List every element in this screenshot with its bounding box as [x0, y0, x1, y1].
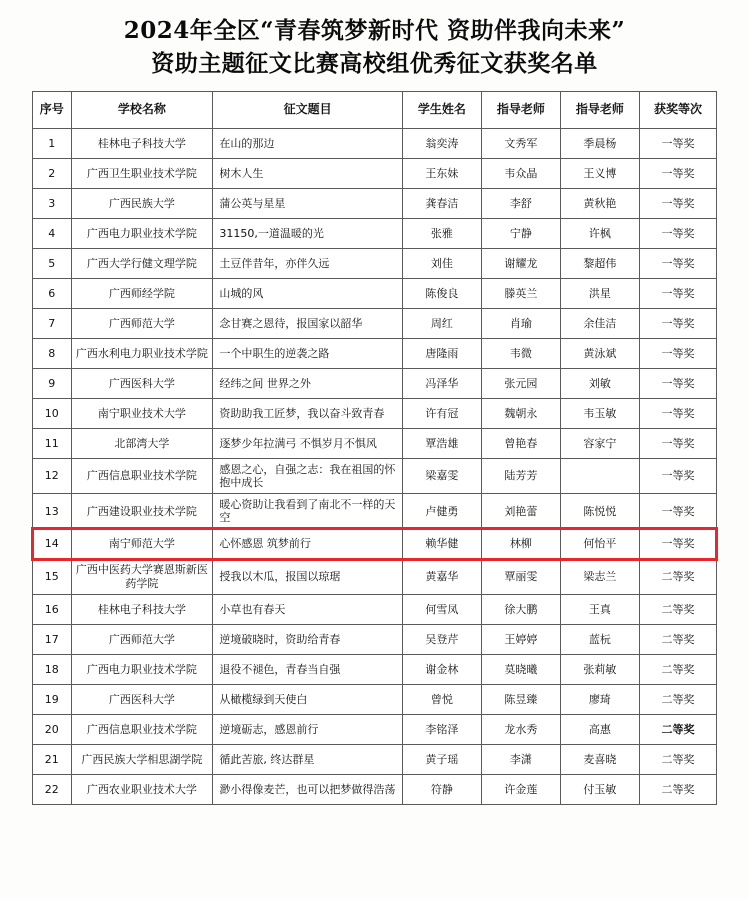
cell-award-level: 一等奖 [639, 158, 716, 188]
cell-student-name: 吴登芹 [402, 624, 481, 654]
cell-advisor-2: 王义博 [560, 158, 639, 188]
cell-essay-title: 山城的风 [213, 278, 402, 308]
cell-school: 广西电力职业技术学院 [71, 654, 213, 684]
cell-school: 桂林电子科技大学 [71, 128, 213, 158]
cell-essay-title: 逆境砺志，感恩前行 [213, 714, 402, 744]
table-row [33, 684, 717, 714]
cell-essay-title: 逆境破晓时，资助给青春 [213, 624, 402, 654]
table-row [33, 559, 717, 594]
cell-index: 17 [33, 624, 72, 654]
cell-advisor-1: 徐大鹏 [481, 594, 560, 624]
cell-student-name: 周红 [402, 308, 481, 338]
cell-award-level: 一等奖 [639, 128, 716, 158]
cell-essay-title: 心怀感恩 筑梦前行 [213, 529, 402, 559]
cell-student-name: 覃浩雄 [402, 428, 481, 458]
cell-award-level: 二等奖 [639, 744, 716, 774]
table-row [33, 248, 717, 278]
cell-school: 南宁职业技术大学 [71, 398, 213, 428]
cell-essay-title: 退役不褪色，青春当自强 [213, 654, 402, 684]
cell-advisor-1: 王婷婷 [481, 624, 560, 654]
table-row [33, 398, 717, 428]
cell-student-name: 梁嘉雯 [402, 458, 481, 493]
cell-index: 4 [33, 218, 72, 248]
cell-advisor-2: 余佳洁 [560, 308, 639, 338]
cell-school: 北部湾大学 [71, 428, 213, 458]
table-row [33, 714, 717, 744]
header-school: 学校名称 [71, 91, 213, 128]
title-line-2: 资助主题征文比赛高校组优秀征文获奖名单 [151, 50, 598, 78]
table-row [33, 654, 717, 684]
cell-advisor-1: 许金莲 [481, 774, 560, 804]
cell-award-level: 一等奖 [639, 278, 716, 308]
cell-student-name: 赖华健 [402, 529, 481, 559]
cell-advisor-2: 季晨杨 [560, 128, 639, 158]
cell-advisor-2: 韦玉敏 [560, 398, 639, 428]
cell-essay-title: 感恩之心，自强之志：我在祖国的怀抱中成长 [213, 458, 402, 493]
header-student-name: 学生姓名 [402, 91, 481, 128]
cell-advisor-1: 李潇 [481, 744, 560, 774]
cell-index: 9 [33, 368, 72, 398]
table-row [33, 158, 717, 188]
cell-school: 广西卫生职业技术学院 [71, 158, 213, 188]
cell-school: 广西中医药大学赛恩斯新医药学院 [71, 559, 213, 594]
table-row [33, 494, 717, 529]
cell-school: 广西师经学院 [71, 278, 213, 308]
table-row [33, 744, 717, 774]
cell-student-name: 王东妹 [402, 158, 481, 188]
table-header [33, 91, 717, 128]
cell-student-name: 黄嘉华 [402, 559, 481, 594]
cell-advisor-2: 何怡平 [560, 529, 639, 559]
cell-index: 16 [33, 594, 72, 624]
cell-index: 5 [33, 248, 72, 278]
cell-advisor-1: 肖瑜 [481, 308, 560, 338]
cell-index: 21 [33, 744, 72, 774]
header-index: 序号 [33, 91, 72, 128]
table-row [33, 278, 717, 308]
cell-index: 18 [33, 654, 72, 684]
cell-advisor-2: 麦喜晓 [560, 744, 639, 774]
cell-student-name: 李铭泽 [402, 714, 481, 744]
cell-index: 1 [33, 128, 72, 158]
cell-advisor-2: 黄泳斌 [560, 338, 639, 368]
cell-essay-title: 渺小得像麦芒，也可以把梦做得浩荡 [213, 774, 402, 804]
cell-award-level: 一等奖 [639, 338, 716, 368]
cell-advisor-2: 容家宁 [560, 428, 639, 458]
cell-advisor-2: 黄秋艳 [560, 188, 639, 218]
cell-essay-title: 暖心资助让我看到了南北不一样的天空 [213, 494, 402, 529]
cell-award-level: 一等奖 [639, 218, 716, 248]
cell-school: 广西师范大学 [71, 308, 213, 338]
cell-award-level: 一等奖 [639, 368, 716, 398]
cell-student-name: 何雪凤 [402, 594, 481, 624]
cell-student-name: 黄子瑶 [402, 744, 481, 774]
cell-advisor-2: 高惠 [560, 714, 639, 744]
cell-advisor-2 [560, 458, 639, 493]
cell-essay-title: 31150,一道温暖的光 [213, 218, 402, 248]
document-title [0, 0, 749, 85]
cell-essay-title: 树木人生 [213, 158, 402, 188]
cell-advisor-1: 滕英兰 [481, 278, 560, 308]
cell-advisor-2: 黎超伟 [560, 248, 639, 278]
table-row [33, 128, 717, 158]
cell-advisor-2: 蓝杬 [560, 624, 639, 654]
cell-award-level: 一等奖 [639, 458, 716, 493]
cell-advisor-1: 魏朝永 [481, 398, 560, 428]
cell-advisor-2: 刘敏 [560, 368, 639, 398]
cell-award-level: 二等奖 [639, 774, 716, 804]
cell-essay-title: 念甘赛之恩待，报国家以韶华 [213, 308, 402, 338]
cell-essay-title: 一个中职生的逆袭之路 [213, 338, 402, 368]
cell-advisor-1: 龙水秀 [481, 714, 560, 744]
table-row [33, 624, 717, 654]
cell-student-name: 刘佳 [402, 248, 481, 278]
cell-award-level: 一等奖 [639, 308, 716, 338]
cell-school: 广西大学行健文理学院 [71, 248, 213, 278]
cell-award-level: 一等奖 [639, 529, 716, 559]
award-table [32, 91, 717, 805]
cell-index: 6 [33, 278, 72, 308]
cell-essay-title: 授我以木瓜，报国以琼琚 [213, 559, 402, 594]
cell-essay-title: 资助助我工匠梦，我以奋斗致青春 [213, 398, 402, 428]
table-row [33, 428, 717, 458]
cell-advisor-1: 陈昱臻 [481, 684, 560, 714]
cell-advisor-1: 宁静 [481, 218, 560, 248]
title-line-1: 2024年全区“青春筑梦新时代 资助伴我向未来” [123, 17, 626, 44]
cell-award-level: 二等奖 [639, 684, 716, 714]
table-body [33, 128, 717, 804]
cell-index: 10 [33, 398, 72, 428]
cell-essay-title: 小草也有春天 [213, 594, 402, 624]
cell-advisor-2: 廖琦 [560, 684, 639, 714]
cell-student-name: 张雅 [402, 218, 481, 248]
cell-award-level: 一等奖 [639, 248, 716, 278]
cell-award-level: 二等奖 [639, 559, 716, 594]
cell-student-name: 许有冠 [402, 398, 481, 428]
cell-school: 广西民族大学 [71, 188, 213, 218]
cell-index: 11 [33, 428, 72, 458]
cell-index: 20 [33, 714, 72, 744]
table-header-row [33, 91, 717, 128]
cell-school: 广西信息职业技术学院 [71, 714, 213, 744]
table-row [33, 594, 717, 624]
cell-school: 广西师范大学 [71, 624, 213, 654]
cell-index: 8 [33, 338, 72, 368]
cell-school: 南宁师范大学 [71, 529, 213, 559]
cell-index: 22 [33, 774, 72, 804]
cell-essay-title: 土豆伴昔年，亦伴久远 [213, 248, 402, 278]
cell-award-level: 二等奖 [639, 714, 716, 744]
cell-advisor-1: 林柳 [481, 529, 560, 559]
header-advisor-2: 指导老师 [560, 91, 639, 128]
cell-award-level: 一等奖 [639, 494, 716, 529]
cell-index: 13 [33, 494, 72, 529]
cell-school: 广西电力职业技术学院 [71, 218, 213, 248]
award-table-container [0, 85, 749, 805]
cell-essay-title: 在山的那边 [213, 128, 402, 158]
table-row [33, 218, 717, 248]
cell-advisor-2: 张莉敏 [560, 654, 639, 684]
cell-advisor-1: 陆芳芳 [481, 458, 560, 493]
table-row [33, 529, 717, 559]
cell-index: 14 [33, 529, 72, 559]
cell-student-name: 谢金林 [402, 654, 481, 684]
header-award-level: 获奖等次 [639, 91, 716, 128]
cell-award-level: 一等奖 [639, 398, 716, 428]
cell-essay-title: 蒲公英与星星 [213, 188, 402, 218]
cell-essay-title: 经纬之间 世界之外 [213, 368, 402, 398]
cell-advisor-1: 韦微 [481, 338, 560, 368]
cell-advisor-1: 谢耀龙 [481, 248, 560, 278]
cell-index: 7 [33, 308, 72, 338]
cell-essay-title: 从橄榄绿到天使白 [213, 684, 402, 714]
table-row [33, 308, 717, 338]
cell-index: 15 [33, 559, 72, 594]
cell-advisor-2: 付玉敏 [560, 774, 639, 804]
cell-advisor-2: 洪星 [560, 278, 639, 308]
cell-student-name: 卢健勇 [402, 494, 481, 529]
cell-index: 2 [33, 158, 72, 188]
cell-advisor-2: 梁志兰 [560, 559, 639, 594]
cell-index: 12 [33, 458, 72, 493]
cell-essay-title: 循此苦旅, 终达群星 [213, 744, 402, 774]
cell-award-level: 二等奖 [639, 624, 716, 654]
cell-award-level: 一等奖 [639, 188, 716, 218]
cell-student-name: 曾悦 [402, 684, 481, 714]
header-essay-title: 征文题目 [213, 91, 402, 128]
cell-index: 3 [33, 188, 72, 218]
cell-school: 桂林电子科技大学 [71, 594, 213, 624]
cell-student-name: 翁奕涛 [402, 128, 481, 158]
cell-school: 广西信息职业技术学院 [71, 458, 213, 493]
cell-advisor-1: 莫晓曦 [481, 654, 560, 684]
cell-advisor-1: 覃丽雯 [481, 559, 560, 594]
cell-advisor-2: 王真 [560, 594, 639, 624]
cell-advisor-1: 李舒 [481, 188, 560, 218]
cell-student-name: 龚春洁 [402, 188, 481, 218]
cell-student-name: 陈俊良 [402, 278, 481, 308]
cell-school: 广西农业职业技术大学 [71, 774, 213, 804]
cell-advisor-1: 文秀军 [481, 128, 560, 158]
cell-school: 广西医科大学 [71, 368, 213, 398]
header-advisor-1: 指导老师 [481, 91, 560, 128]
cell-award-level: 二等奖 [639, 594, 716, 624]
cell-advisor-1: 刘艳蕾 [481, 494, 560, 529]
table-row [33, 368, 717, 398]
cell-school: 广西民族大学相思湖学院 [71, 744, 213, 774]
cell-advisor-1: 韦众晶 [481, 158, 560, 188]
table-row [33, 458, 717, 493]
table-row [33, 774, 717, 804]
cell-school: 广西建设职业技术学院 [71, 494, 213, 529]
cell-essay-title: 逐梦少年拉满弓 不惧岁月不惧风 [213, 428, 402, 458]
cell-index: 19 [33, 684, 72, 714]
cell-advisor-2: 陈悦悦 [560, 494, 639, 529]
cell-advisor-1: 曾艳春 [481, 428, 560, 458]
cell-award-level: 一等奖 [639, 428, 716, 458]
table-row [33, 338, 717, 368]
cell-school: 广西水利电力职业技术学院 [71, 338, 213, 368]
cell-student-name: 唐隆雨 [402, 338, 481, 368]
cell-student-name: 符静 [402, 774, 481, 804]
cell-student-name: 冯泽华 [402, 368, 481, 398]
cell-school: 广西医科大学 [71, 684, 213, 714]
cell-advisor-1: 张元园 [481, 368, 560, 398]
table-row [33, 188, 717, 218]
cell-advisor-2: 许枫 [560, 218, 639, 248]
cell-award-level: 二等奖 [639, 654, 716, 684]
